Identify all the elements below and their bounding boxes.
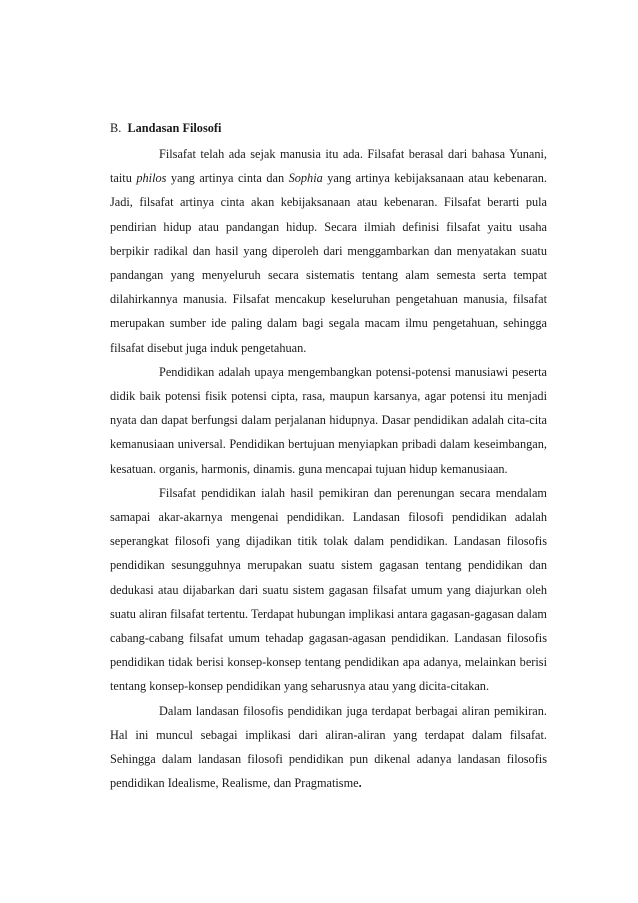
paragraph-1-text-b: yang artinya cinta dan bbox=[166, 171, 289, 186]
paragraph-3: Filsafat pendidikan ialah hasil pemikiran dan perenungan secara mendalam samapai akar-akarnya mengenai pendidikan. Landasan filosofi pendidikan adalah seperangkat filosofi yang dijadikan titik tolak dalam pendidikan. Landasan filosofis pendidikan sesungguhnya merupakan suatu sistem gagasan tentang pendidikan dan dedukasi atau dijabarkan dari suatu sistem gagasan filsafat umum yang diajurkan oleh suatu aliran filsafat tertentu. Terdapat hubungan implikasi antara gagasan-gagasan dalam cabang-cabang filsafat umum tehadap gagasan-agasan pendidikan. Landasan filosofis pendidikan tidak berisi konsep-konsep tentang pendidikan apa adanya, melainkan berisi tentang konsep-konsep pendidikan yang seharusnya atau yang dicita-citakan. bbox=[110, 485, 547, 694]
section-heading bbox=[110, 119, 221, 137]
paragraph-1 bbox=[110, 142, 547, 360]
body-text bbox=[110, 142, 547, 795]
paragraph-4-text: Dalam landasan filosofis pendidikan juga terdapat berbagai aliran pemikiran. Hal ini muncul sebagai implikasi dari aliran-aliran yang terdapat dalam filsafat. Sehingga dalam landasan filosofi pendidikan pun dikenal adanya landasan filosofis pendidikan Idealisme, Realisme, dan Pragmatisme bbox=[110, 703, 547, 791]
term-philos: philos bbox=[136, 171, 167, 186]
paragraph-4 bbox=[110, 699, 547, 796]
paragraph-4-period: . bbox=[358, 776, 362, 791]
section-title: Landasan Filosofi bbox=[127, 121, 222, 135]
section-number: B. bbox=[110, 121, 122, 135]
term-sophia: Sophia bbox=[288, 171, 323, 186]
paragraph-1-text-c: yang artinya kebijaksanaan atau kebenaran. Jadi, filsafat artinya cinta akan kebijaksanaan atau kebenaran. Filsafat berarti pula pendirian hidup atau pandangan hidup. Secara ilmiah definisi filsafat yaitu usaha berpikir radikal dan hasil yang diperoleh dari menggambarkan dan menyatakan suatu pandangan yang menyeluruh secara sistematis tentang alam semesta serta tempat dilahirkannya manusia. Filsafat mencakup keseluruhan pengetahuan manusia, filsafat merupakan sumber ide paling dalam bagi segala macam ilmu pengetahuan, sehingga filsafat disebut juga induk pengetahuan. bbox=[110, 171, 547, 355]
paragraph-1-text-a: Filsafat telah ada sejak manusia itu ada. Filsafat berasal dari bahasa Yunani, taitu bbox=[110, 147, 547, 186]
paragraph-2: Pendidikan adalah upaya mengembangkan potensi-potensi manusiawi peserta didik baik potensi fisik potensi cipta, rasa, maupun karsanya, agar potensi itu menjadi nyata dan dapat berfungsi dalam perjalanan hidupnya. Dasar pendidikan adalah cita-cita kemanusiaan universal. Pendidikan bertujuan menyiapkan pribadi dalam keseimbangan, kesatuan. organis, harmonis, dinamis. guna mencapai tujuan hidup kemanusiaan. bbox=[110, 364, 547, 476]
